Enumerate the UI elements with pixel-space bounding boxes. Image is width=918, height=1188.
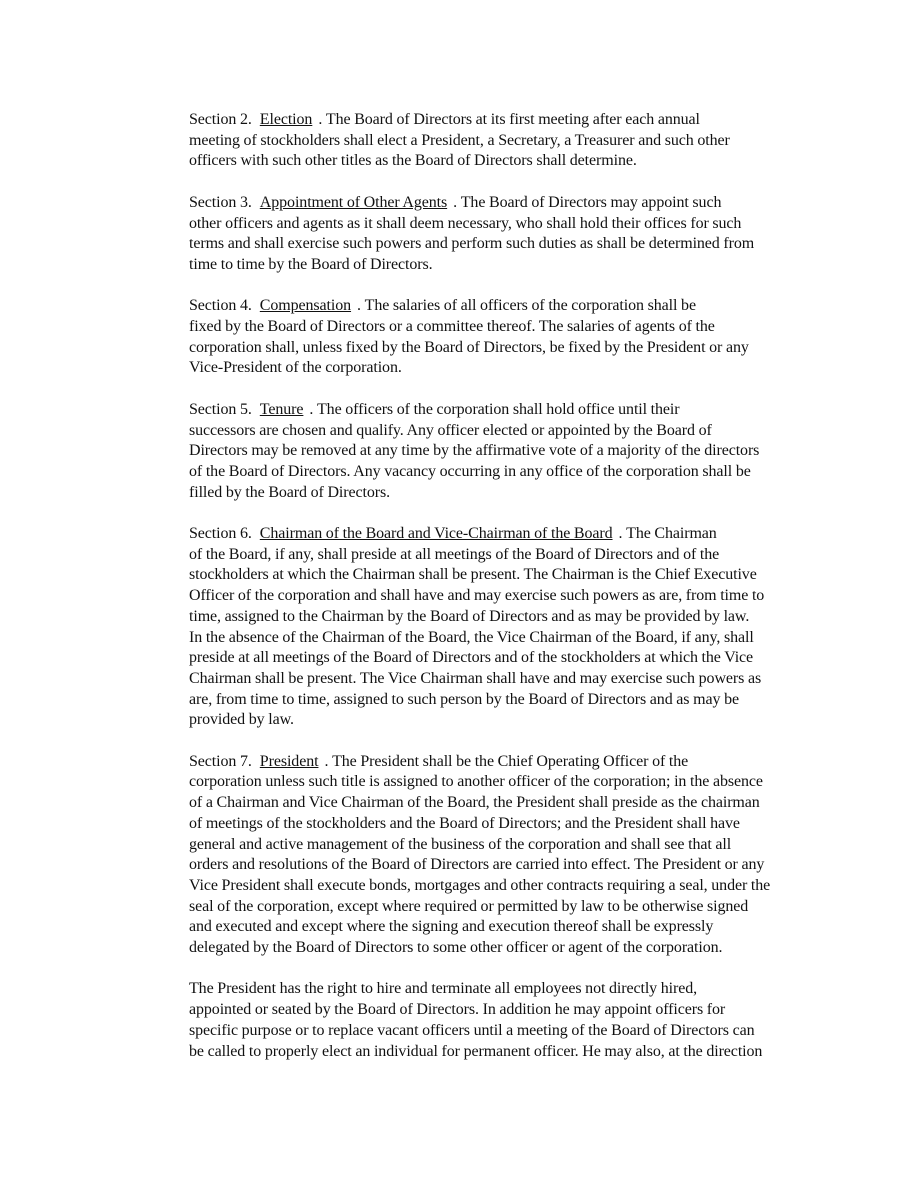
section-heading: Appointment of Other Agents [259,193,448,211]
section-6-paragraph: Section 6. Chairman of the Board and Vice-Chairman of the Board . The Chairman of the Board, if any, shall preside at all meetings of the Board of Directors and of the stockholders at which the Chairman shall be present. The Chairman is the Chief Executive Officer of the corporation and shall have and may exercise such powers as are, from time to time, assigned to the Chairman by the Board of Directors and as may be provided by law. In the absence of the Chairman of the Board, the Vice Chairman of the Board, if any, shall preside at all meetings of the Board of Directors and of the stockholders at which the Vice Chairman shall be present. The Vice Chairman shall have and may exercise such powers as are, from time to time, assigned to such person by the Board of Directors and as may be provided by law. [135,524,785,731]
text-line: The officers of the corporation shall hold office until their [317,400,680,418]
text-line: other officers and agents as it shall deem necessary, who shall hold their offices for such [189,214,742,232]
text-line: The Chairman [626,525,717,542]
text-line: corporation unless such title is assigned to another officer of the corporation; in the absence [189,773,763,791]
text-line: time, assigned to the Chairman by the Board of Directors and as may be provided by law. [189,607,750,625]
text-line: of the Board, if any, shall preside at all meetings of the Board of Directors and of the [189,545,720,563]
section-heading: Compensation [259,297,352,315]
text-line: The salaries of all officers of the corporation shall be [364,297,696,315]
text-line: The President shall be the Chief Operating Officer of the [332,752,689,770]
section-number: Section 7. [189,752,252,770]
section-2-paragraph: Section 2. Election . The Board of Directors at its first meeting after each annual meeting of stockholders shall elect a President, a Secretary, a Treasurer and such other officers with such other titles as the Board of Directors shall determine. [135,110,785,172]
text-line: Vice President shall execute bonds, mortgages and other contracts requiring a seal, under the [189,876,771,894]
text-line: Officer of the corporation and shall have and may exercise such powers as are, from time to [189,587,765,605]
section-number: Section 6. [189,525,252,542]
text-line: meeting of stockholders shall elect a President, a Secretary, a Treasurer and such other [189,131,730,149]
text-line: seal of the corporation, except where required or permitted by law to be otherwise signed [189,897,749,915]
text-line: The President has the right to hire and terminate all employees not directly hired, [189,980,698,998]
section-number: Section 3. [189,193,252,211]
section-4-paragraph: Section 4. Compensation . The salaries of all officers of the corporation shall be fixed by the Board of Directors or a committee thereof. The salaries of agents of the corporation shall, unless fixed by the Board of Directors, be fixed by the President or any Vice-President of the corporation. [135,296,785,379]
text-line: specific purpose or to replace vacant officers until a meeting of the Board of Directors can [189,1021,755,1039]
section-heading: Chairman of the Board and Vice-Chairman of the Board [259,525,613,542]
section-3-paragraph: Section 3. Appointment of Other Agents . The Board of Directors may appoint such other officers and agents as it shall deem necessary, who shall hold their offices for such terms and shall exercise such powers and perform such duties as shall be determined from time to time by the Board of Directors. [135,193,785,276]
text-line: The Board of Directors at its first meeting after each annual [325,111,700,128]
section-7-paragraph: Section 7. President . The President shall be the Chief Operating Officer of the corporation unless such title is assigned to another officer of the corporation; in the absence of a Chairman and Vice Chairman of the Board, the President shall preside as the chairman of meetings of the stockholders and the Board of Directors; and the President shall have general and active management of the business of the corporation and shall see that all orders and resolutions of the Board of Directors are carried into effect. The President or any Vice President shall execute bonds, mortgages and other contracts requiring a seal, under the seal of the corporation, except where required or permitted by law to be otherwise signed and executed and except where the signing and execution thereof shall be expressly delegated by the Board of Directors to some other officer or agent of the corporation. [135,752,785,959]
text-line: The Board of Directors may appoint such [460,193,722,211]
text-line: Directors may be removed at any time by the affirmative vote of a majority of the directors [189,442,760,460]
text-line: are, from time to time, assigned to such person by the Board of Directors and as may be [189,690,739,708]
section-number: Section 5. [189,400,252,418]
text-line: of a Chairman and Vice Chairman of the Board, the President shall preside as the chairman [189,794,760,812]
text-line: of meetings of the stockholders and the Board of Directors; and the President shall have [189,814,740,832]
text-line: Vice-President of the corporation. [189,359,402,377]
section-heading: Tenure [259,400,304,418]
section-heading: Election [259,111,313,128]
president-hiring-paragraph [135,979,785,1062]
text-line: officers with such other titles as the Board of Directors shall determine. [189,152,637,170]
text-line: be called to properly elect an individual for permanent officer. He may also, at the direction [189,1042,763,1060]
text-line: general and active management of the business of the corporation and shall see that all [189,835,732,853]
text-line: provided by law. [189,711,294,729]
section-heading: President [259,752,319,770]
text-line: Chairman shall be present. The Vice Chairman shall have and may exercise such powers as [189,669,762,687]
section-number: Section 2. [189,111,252,128]
text-line: successors are chosen and qualify. Any officer elected or appointed by the Board of [189,421,712,439]
text-line: of the Board of Directors. Any vacancy occurring in any office of the corporation shall be [189,462,751,480]
text-line: stockholders at which the Chairman shall be present. The Chairman is the Chief Executive [189,566,757,584]
text-line: time to time by the Board of Directors. [189,255,433,273]
text-line: filled by the Board of Directors. [189,483,390,501]
text-line: In the absence of the Chairman of the Board, the Vice Chairman of the Board, if any, shall [189,628,754,646]
text-line: orders and resolutions of the Board of Directors are carried into effect. The President or any [189,856,765,874]
text-line: corporation shall, unless fixed by the Board of Directors, be fixed by the President or any [189,338,749,356]
text-line: delegated by the Board of Directors to some other officer or agent of the corporation. [189,939,723,957]
text-line: terms and shall exercise such powers and perform such duties as shall be determined from [189,235,755,253]
text-line: and executed and except where the signing and execution thereof shall be expressly [189,918,714,936]
text-line: fixed by the Board of Directors or a committee thereof. The salaries of agents of the [189,318,715,335]
section-5-paragraph: Section 5. Tenure . The officers of the corporation shall hold office until their successors are chosen and qualify. Any officer elected or appointed by the Board of Directors may be removed at any time by the affirmative vote of a majority of the directors of the Board of Directors. Any vacancy occurring in any office of the corporation shall be filled by the Board of Directors. [135,400,785,504]
text-line: appointed or seated by the Board of Directors. In addition he may appoint officers for [189,1001,726,1019]
document-page [135,110,785,1062]
section-number: Section 4. [189,297,252,315]
text-line: preside at all meetings of the Board of Directors and of the stockholders at which the Vice [189,649,754,667]
